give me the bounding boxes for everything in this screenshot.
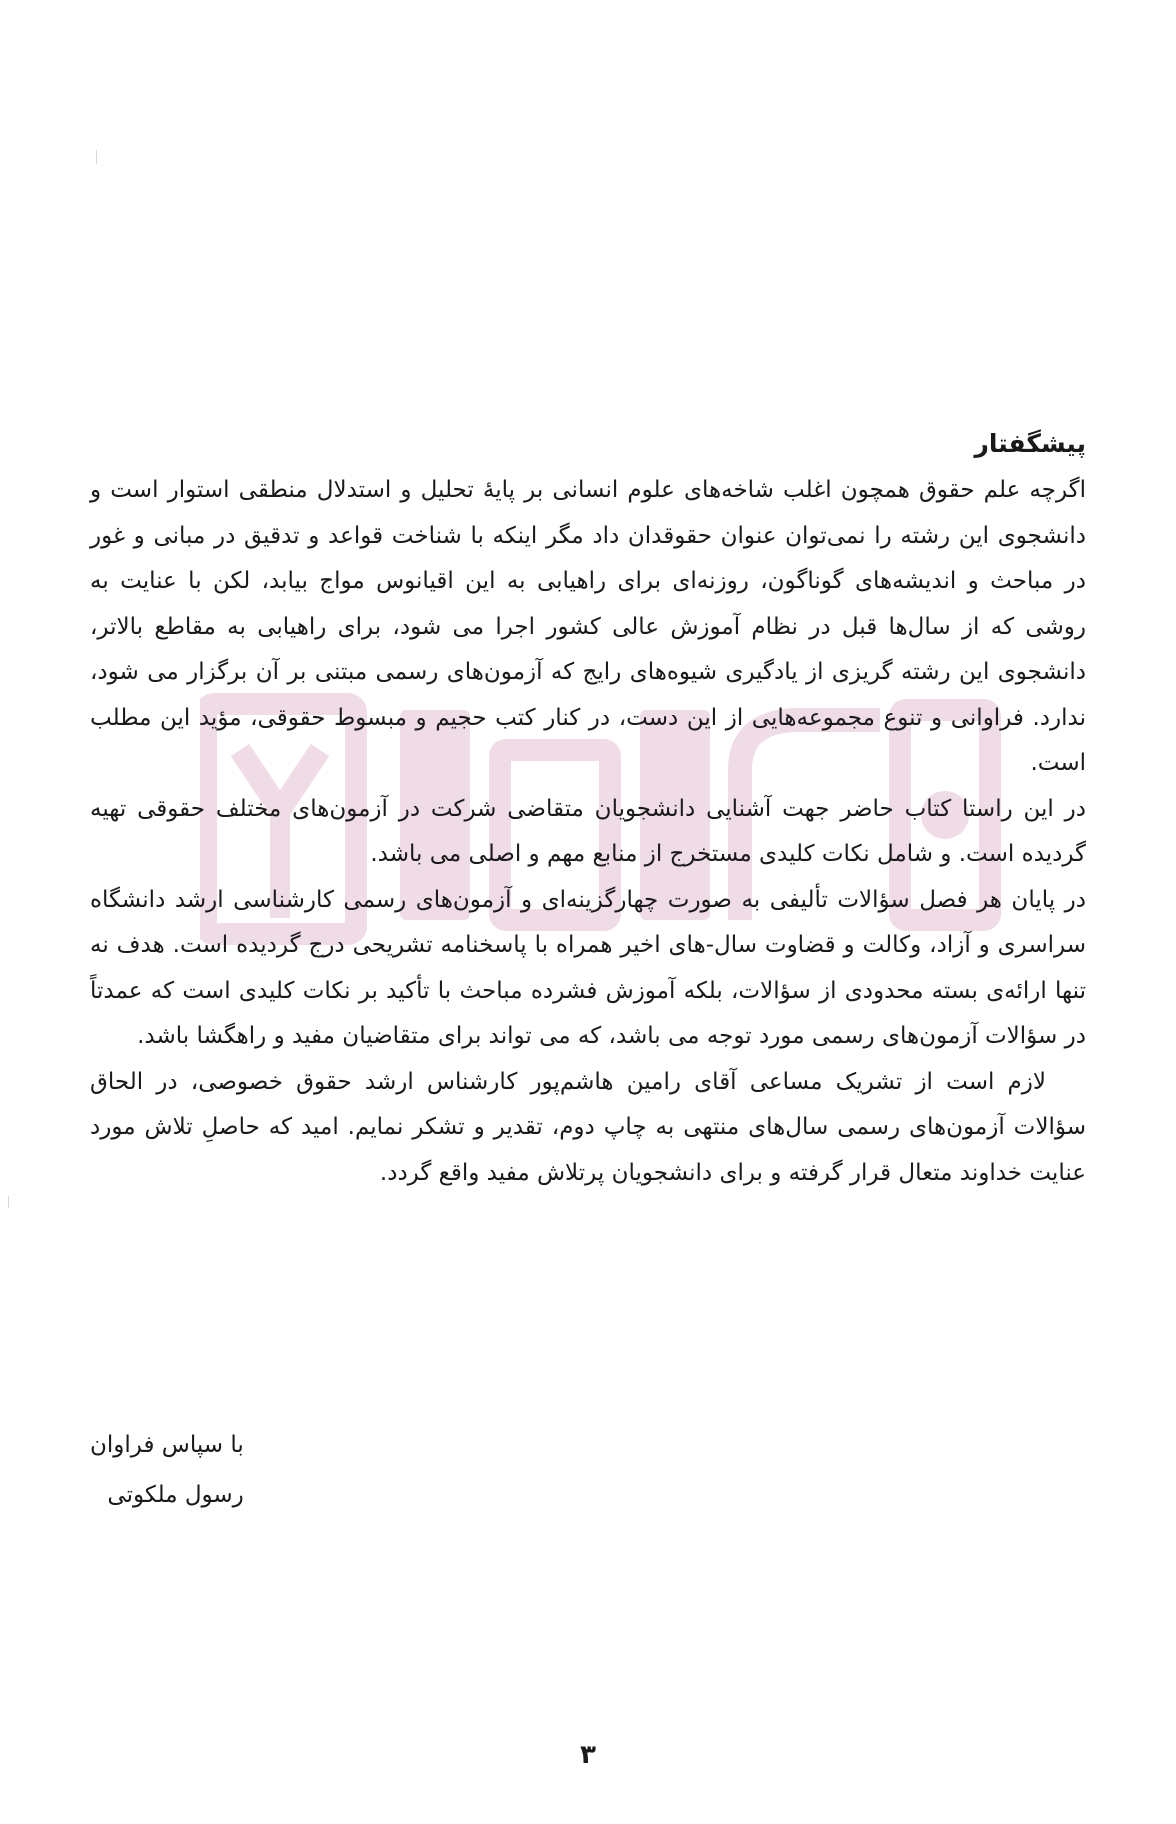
page-number: ۳ <box>580 1740 596 1770</box>
signature-block <box>90 1420 244 1520</box>
paragraph-chapter-questions: در پایان هر فصل سؤالات تألیفی به صورت چهارگزینه‌ای و آزمون‌های رسمی کارشناسی ارشد دانشگاه سراسری و آزاد، وکالت و قضاوت سال-های اخیر همراه با پاسخنامه تشریحی درج گردیده است. هدف نه تنها ارائه‌ی بسته محدودی از سؤالات، بلکه آموزش فشرده مباحث با تأکید بر نکات کلیدی است که عمدتاً در سؤالات آزمون‌های رسمی مورد توجه می باشد، که می تواند برای متقاضیان مفید و راهگشا باشد. <box>90 886 1086 1049</box>
paragraph-intro: اگرچه علم حقوق همچون اغلب شاخه‌های علوم انسانی بر پایهٔ تحلیل و استدلال منطقی استوار است و دانشجوی این رشته را نمی‌توان عنوان حقوقدان داد مگر اینکه با شناخت قواعد و تدقیق در مبانی و غور در مباحث و اندیشه‌های گوناگون، روزنه‌ای برای راهیابی به این اقیانوس مواج بیابد، لکن با عنایت به روشی که از سال‌ها قبل در نظام آموزش عالی کشور اجرا می شود، برای راهیابی به مقاطع بالاتر، دانشجوی این رشته گریزی از یادگیری شیوه‌های رایج که آزمون‌های رسمی مبتنی بر آن برگزار می شود، ندارد. فراوانی و تنوع مجموعه‌هایی از این دست، در کنار کتب حجیم و مبسوط حقوقی، مؤید این مطلب است. <box>90 477 1086 776</box>
signature-closing: با سپاس فراوان <box>90 1432 244 1458</box>
preface-body <box>90 422 1086 1196</box>
paragraph-book-purpose: در این راستا کتاب حاضر جهت آشنایی دانشجویان متقاضی شرکت در آزمون‌های مختلف حقوقی تهیه گردیده است. و شامل نکات کلیدی مستخرج از منابع مهم و اصلی می باشد. <box>90 795 1086 867</box>
scan-artifact <box>96 150 97 164</box>
page-title: پیشگفتار <box>974 429 1086 458</box>
scan-artifact <box>8 1196 9 1208</box>
paragraph-acknowledgement: لازم است از تشریک مساعی آقای رامین هاشم‌پور کارشناس ارشد حقوق خصوصی، در الحاق سؤالات آزمون‌های رسمی سال‌های منتهی به چاپ دوم، تقدیر و تشکر نمایم. امید که حاصلِ تلاش مورد عنایت خداوند متعال قرار گرفته و برای دانشجویان پرتلاش مفید واقع گردد. <box>90 1068 1086 1186</box>
signature-author: رسول ملکوتی <box>107 1482 244 1508</box>
